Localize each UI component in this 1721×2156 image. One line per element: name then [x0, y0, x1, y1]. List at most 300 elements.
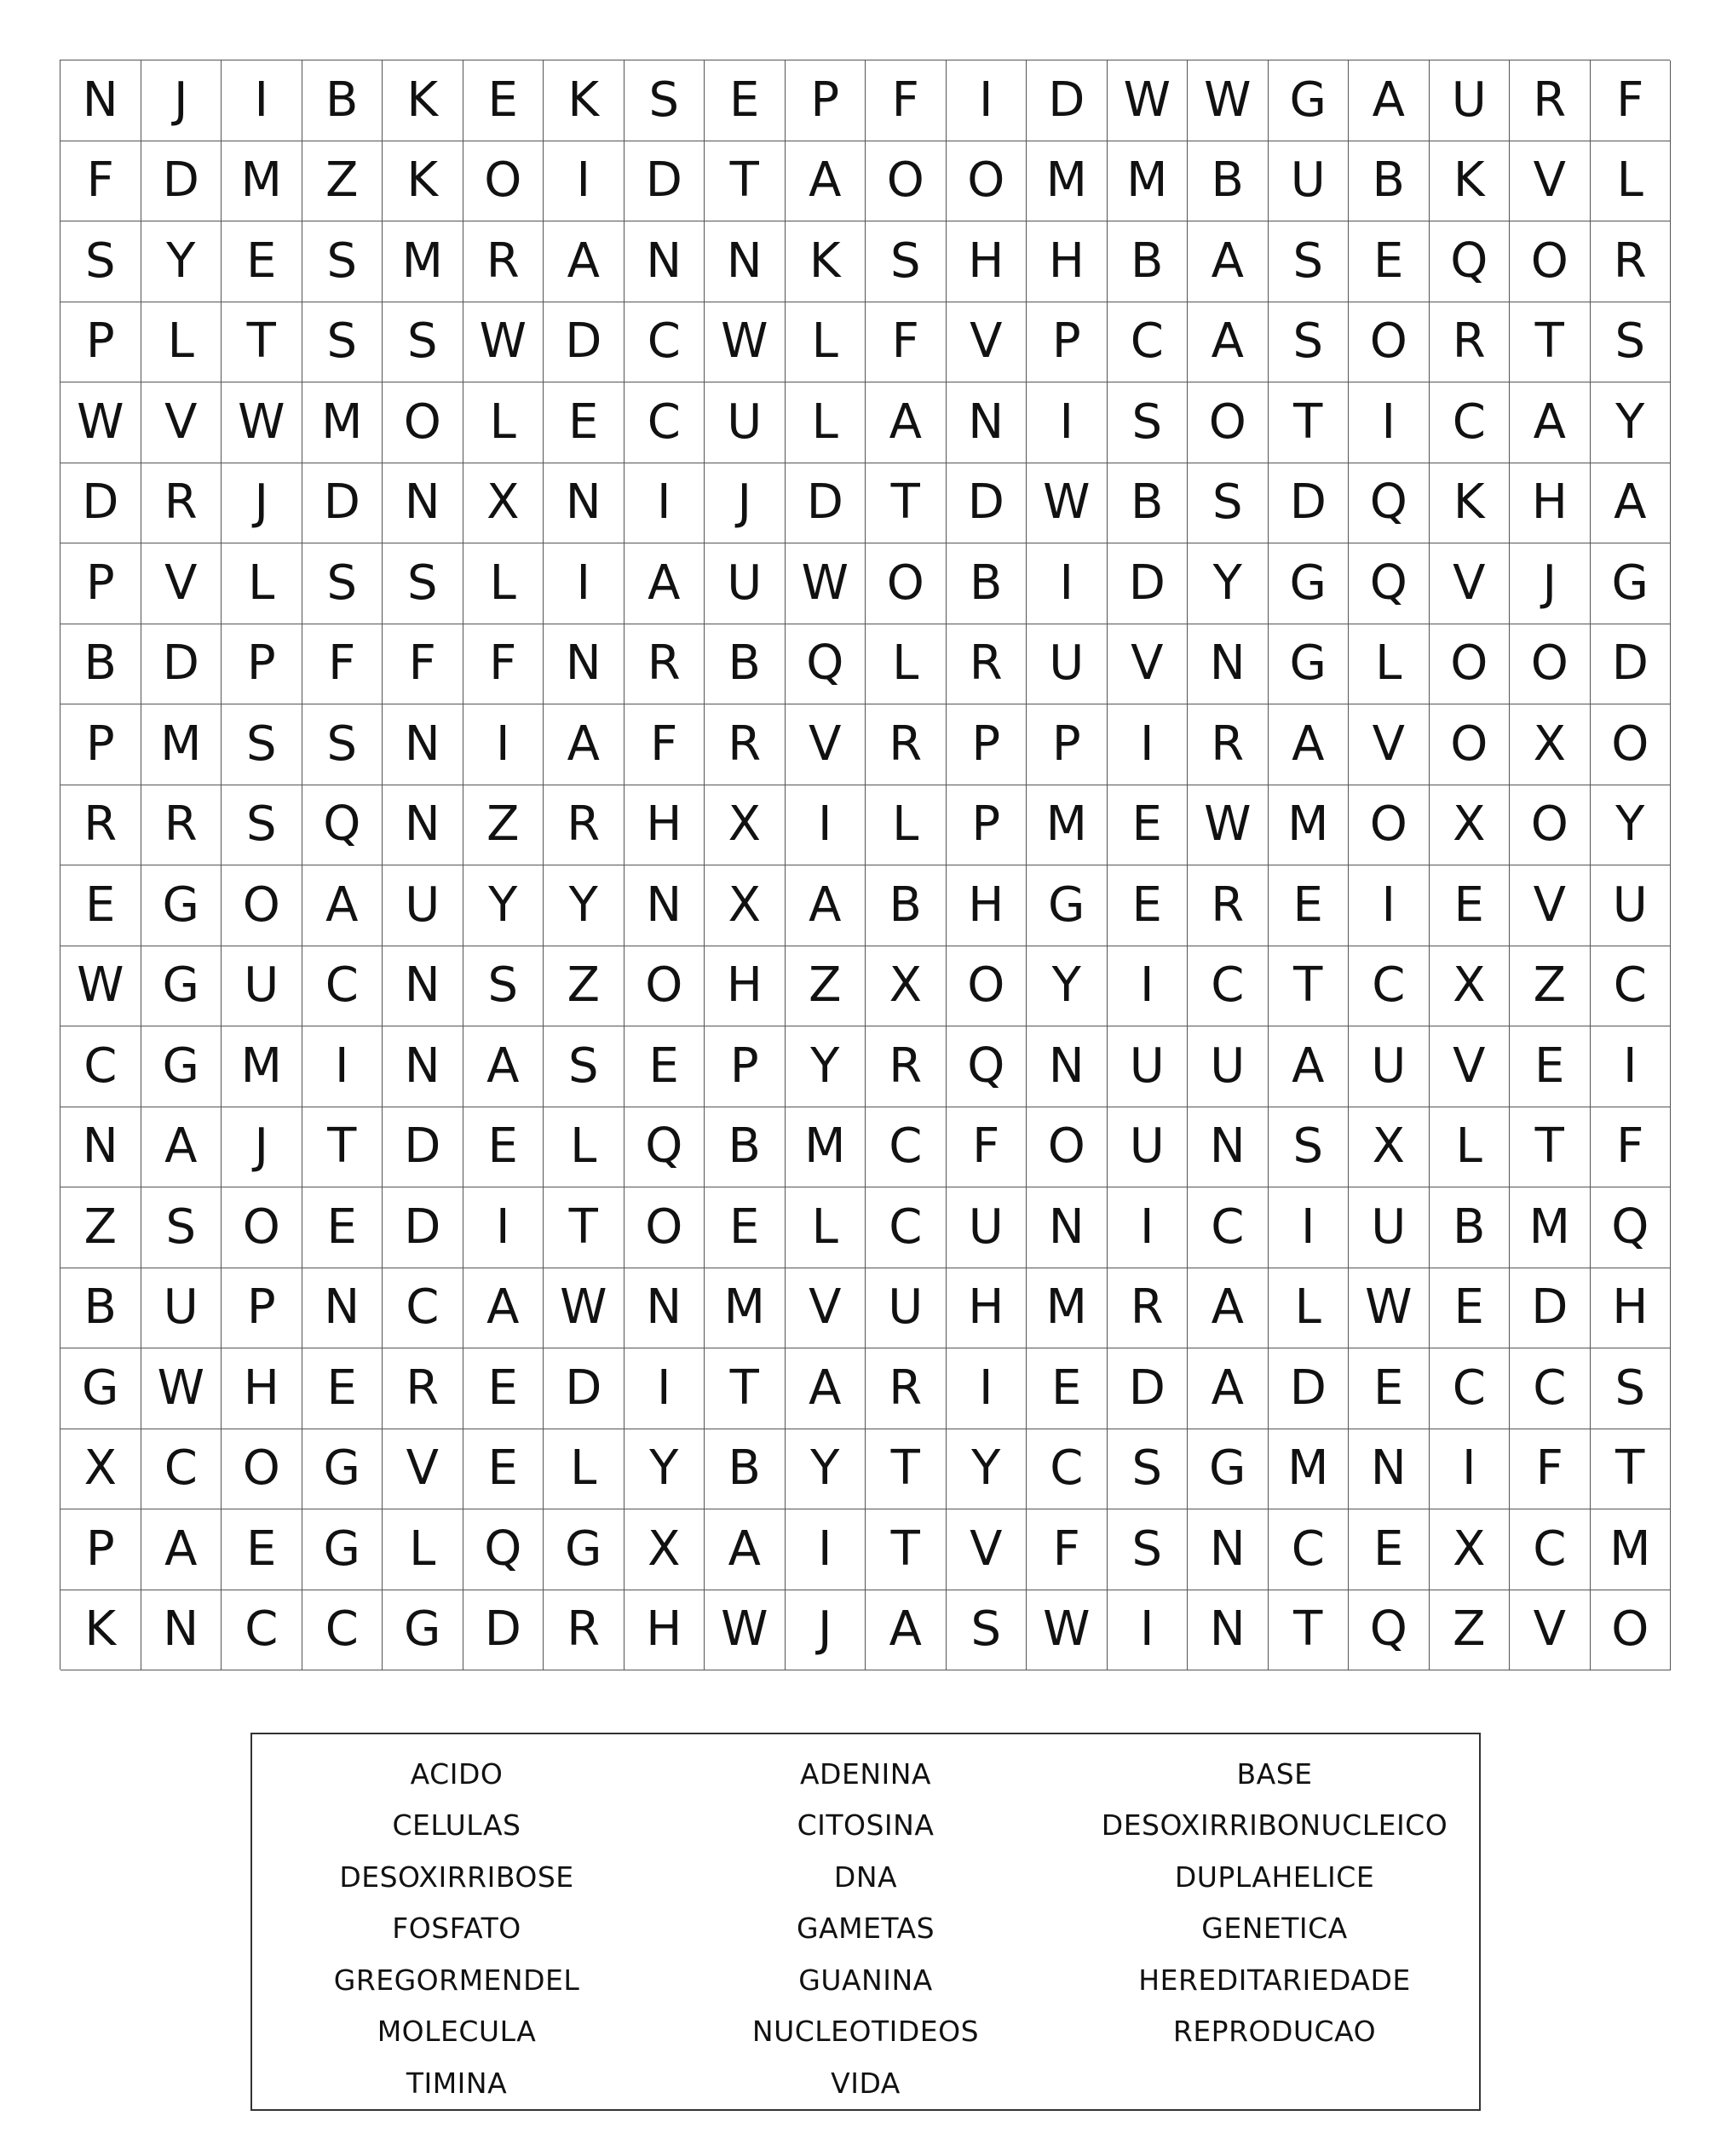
grid-cell[interactable]: D [141, 624, 222, 705]
grid-cell[interactable]: R [60, 785, 141, 866]
grid-cell[interactable]: P [222, 1268, 302, 1349]
grid-cell[interactable]: H [1027, 221, 1108, 302]
grid-cell[interactable]: A [141, 1509, 222, 1590]
grid-cell[interactable]: S [302, 302, 383, 383]
grid-cell[interactable]: B [1430, 1187, 1511, 1268]
grid-cell[interactable]: S [1269, 302, 1350, 383]
grid-cell[interactable]: Z [786, 946, 866, 1027]
grid-cell[interactable]: H [1591, 1268, 1672, 1349]
grid-cell[interactable]: X [1430, 946, 1511, 1027]
grid-cell[interactable]: D [383, 1187, 463, 1268]
grid-cell[interactable]: K [786, 221, 866, 302]
grid-cell[interactable]: O [625, 946, 705, 1027]
grid-cell[interactable]: W [786, 543, 866, 624]
grid-cell[interactable]: F [947, 1107, 1027, 1188]
grid-cell[interactable]: P [60, 704, 141, 785]
grid-cell[interactable]: A [544, 221, 625, 302]
grid-cell[interactable]: A [786, 865, 866, 946]
grid-cell[interactable]: O [1591, 704, 1672, 785]
grid-cell[interactable]: Q [1591, 1187, 1672, 1268]
grid-cell[interactable]: D [383, 1107, 463, 1188]
grid-cell[interactable]: K [60, 1590, 141, 1671]
grid-cell[interactable]: D [947, 463, 1027, 544]
grid-cell[interactable]: T [222, 302, 302, 383]
grid-cell[interactable]: N [544, 624, 625, 705]
grid-cell[interactable]: J [222, 463, 302, 544]
grid-cell[interactable]: C [1269, 1509, 1350, 1590]
grid-cell[interactable]: P [786, 60, 866, 141]
grid-cell[interactable]: X [1430, 1509, 1511, 1590]
grid-cell[interactable]: B [1188, 141, 1269, 222]
grid-cell[interactable]: N [383, 704, 463, 785]
grid-cell[interactable]: A [1349, 60, 1430, 141]
grid-cell[interactable]: L [463, 543, 544, 624]
grid-cell[interactable]: S [302, 704, 383, 785]
grid-cell[interactable]: I [1269, 1187, 1350, 1268]
grid-cell[interactable]: C [866, 1107, 947, 1188]
grid-cell[interactable]: M [222, 141, 302, 222]
grid-cell[interactable]: Y [786, 1429, 866, 1510]
grid-cell[interactable]: I [544, 543, 625, 624]
grid-cell[interactable]: B [302, 60, 383, 141]
grid-cell[interactable]: O [1027, 1107, 1108, 1188]
grid-cell[interactable]: U [1591, 865, 1672, 946]
grid-cell[interactable]: L [866, 785, 947, 866]
grid-cell[interactable]: H [947, 1268, 1027, 1349]
grid-cell[interactable]: E [463, 1348, 544, 1429]
grid-cell[interactable]: U [222, 946, 302, 1027]
grid-cell[interactable]: R [544, 785, 625, 866]
grid-cell[interactable]: S [1591, 1348, 1672, 1429]
grid-cell[interactable]: G [141, 946, 222, 1027]
grid-cell[interactable]: F [1027, 1509, 1108, 1590]
grid-cell[interactable]: E [1349, 221, 1430, 302]
grid-cell[interactable]: P [947, 785, 1027, 866]
grid-cell[interactable]: I [947, 60, 1027, 141]
grid-cell[interactable]: A [1269, 704, 1350, 785]
grid-cell[interactable]: Q [1349, 463, 1430, 544]
grid-cell[interactable]: Q [1349, 1590, 1430, 1671]
grid-cell[interactable]: O [1510, 624, 1591, 705]
grid-cell[interactable]: C [222, 1590, 302, 1671]
grid-cell[interactable]: V [1349, 704, 1430, 785]
grid-cell[interactable]: I [302, 1026, 383, 1107]
grid-cell[interactable]: C [302, 1590, 383, 1671]
grid-cell[interactable]: H [625, 785, 705, 866]
grid-cell[interactable]: D [1108, 543, 1189, 624]
grid-cell[interactable]: I [1591, 1026, 1672, 1107]
grid-cell[interactable]: M [786, 1107, 866, 1188]
grid-cell[interactable]: V [1108, 624, 1189, 705]
grid-cell[interactable]: G [1027, 865, 1108, 946]
grid-cell[interactable]: A [1188, 1268, 1269, 1349]
grid-cell[interactable]: T [544, 1187, 625, 1268]
grid-cell[interactable]: T [705, 1348, 786, 1429]
grid-cell[interactable]: E [1349, 1509, 1430, 1590]
grid-cell[interactable]: M [1591, 1509, 1672, 1590]
grid-cell[interactable]: J [141, 60, 222, 141]
grid-cell[interactable]: F [302, 624, 383, 705]
grid-cell[interactable]: W [1108, 60, 1189, 141]
grid-cell[interactable]: B [705, 1107, 786, 1188]
grid-cell[interactable]: D [786, 463, 866, 544]
grid-cell[interactable]: U [1108, 1026, 1189, 1107]
grid-cell[interactable]: C [625, 302, 705, 383]
grid-cell[interactable]: A [141, 1107, 222, 1188]
grid-cell[interactable]: R [1591, 221, 1672, 302]
grid-cell[interactable]: C [383, 1268, 463, 1349]
grid-cell[interactable]: D [141, 141, 222, 222]
grid-cell[interactable]: D [1269, 1348, 1350, 1429]
grid-cell[interactable]: Q [947, 1026, 1027, 1107]
grid-cell[interactable]: F [625, 704, 705, 785]
grid-cell[interactable]: E [302, 1348, 383, 1429]
grid-cell[interactable]: F [1591, 60, 1672, 141]
grid-cell[interactable]: I [786, 785, 866, 866]
grid-cell[interactable]: E [1269, 865, 1350, 946]
grid-cell[interactable]: L [141, 302, 222, 383]
grid-cell[interactable]: X [1430, 785, 1511, 866]
grid-cell[interactable]: C [1188, 946, 1269, 1027]
grid-cell[interactable]: N [625, 1268, 705, 1349]
grid-cell[interactable]: W [141, 1348, 222, 1429]
grid-cell[interactable]: L [786, 382, 866, 463]
grid-cell[interactable]: B [60, 624, 141, 705]
grid-cell[interactable]: K [1430, 463, 1511, 544]
grid-cell[interactable]: L [383, 1509, 463, 1590]
grid-cell[interactable]: N [60, 1107, 141, 1188]
grid-cell[interactable]: C [1430, 382, 1511, 463]
grid-cell[interactable]: I [1027, 382, 1108, 463]
grid-cell[interactable]: A [705, 1509, 786, 1590]
grid-cell[interactable]: N [383, 463, 463, 544]
grid-cell[interactable]: L [786, 302, 866, 383]
grid-cell[interactable]: I [1108, 704, 1189, 785]
grid-cell[interactable]: W [60, 946, 141, 1027]
grid-cell[interactable]: C [1108, 302, 1189, 383]
grid-cell[interactable]: P [1027, 302, 1108, 383]
grid-cell[interactable]: S [463, 946, 544, 1027]
grid-cell[interactable]: O [625, 1187, 705, 1268]
grid-cell[interactable]: J [1510, 543, 1591, 624]
grid-cell[interactable]: C [1188, 1187, 1269, 1268]
grid-cell[interactable]: N [1027, 1026, 1108, 1107]
grid-cell[interactable]: T [1510, 302, 1591, 383]
grid-cell[interactable]: V [1430, 543, 1511, 624]
grid-cell[interactable]: Y [141, 221, 222, 302]
grid-cell[interactable]: Q [302, 785, 383, 866]
grid-cell[interactable]: E [222, 1509, 302, 1590]
grid-cell[interactable]: U [705, 543, 786, 624]
grid-cell[interactable]: V [1510, 141, 1591, 222]
grid-cell[interactable]: Z [1510, 946, 1591, 1027]
grid-cell[interactable]: A [544, 704, 625, 785]
grid-cell[interactable]: E [60, 865, 141, 946]
grid-cell[interactable]: U [1108, 1107, 1189, 1188]
grid-cell[interactable]: G [1269, 60, 1350, 141]
grid-cell[interactable]: M [141, 704, 222, 785]
grid-cell[interactable]: L [786, 1187, 866, 1268]
grid-cell[interactable]: X [866, 946, 947, 1027]
grid-cell[interactable]: E [1349, 1348, 1430, 1429]
grid-cell[interactable]: F [463, 624, 544, 705]
grid-cell[interactable]: X [705, 785, 786, 866]
grid-cell[interactable]: E [1510, 1026, 1591, 1107]
grid-cell[interactable]: A [1188, 1348, 1269, 1429]
grid-cell[interactable]: B [705, 1429, 786, 1510]
grid-cell[interactable]: R [1188, 704, 1269, 785]
grid-cell[interactable]: H [625, 1590, 705, 1671]
grid-cell[interactable]: A [866, 382, 947, 463]
grid-cell[interactable]: Q [625, 1107, 705, 1188]
grid-cell[interactable]: Z [60, 1187, 141, 1268]
grid-cell[interactable]: D [463, 1590, 544, 1671]
grid-cell[interactable]: E [302, 1187, 383, 1268]
grid-cell[interactable]: C [1430, 1348, 1511, 1429]
grid-cell[interactable]: U [383, 865, 463, 946]
grid-cell[interactable]: O [1430, 624, 1511, 705]
grid-cell[interactable]: Q [463, 1509, 544, 1590]
grid-cell[interactable]: E [1430, 1268, 1511, 1349]
grid-cell[interactable]: T [1591, 1429, 1672, 1510]
grid-cell[interactable]: G [302, 1429, 383, 1510]
grid-cell[interactable]: W [705, 1590, 786, 1671]
grid-cell[interactable]: Y [1027, 946, 1108, 1027]
grid-cell[interactable]: S [383, 543, 463, 624]
grid-cell[interactable]: H [1510, 463, 1591, 544]
grid-cell[interactable]: D [544, 302, 625, 383]
grid-cell[interactable]: I [625, 1348, 705, 1429]
grid-cell[interactable]: U [1349, 1026, 1430, 1107]
grid-cell[interactable]: R [1188, 865, 1269, 946]
grid-cell[interactable]: M [222, 1026, 302, 1107]
grid-cell[interactable]: A [1188, 221, 1269, 302]
grid-cell[interactable]: U [1430, 60, 1511, 141]
grid-cell[interactable]: S [866, 221, 947, 302]
grid-cell[interactable]: O [222, 1429, 302, 1510]
grid-cell[interactable]: S [60, 221, 141, 302]
grid-cell[interactable]: W [705, 302, 786, 383]
grid-cell[interactable]: G [141, 865, 222, 946]
grid-cell[interactable]: X [625, 1509, 705, 1590]
grid-cell[interactable]: S [1188, 463, 1269, 544]
grid-cell[interactable]: M [302, 382, 383, 463]
grid-cell[interactable]: N [1027, 1187, 1108, 1268]
grid-cell[interactable]: A [463, 1268, 544, 1349]
grid-cell[interactable]: E [463, 1429, 544, 1510]
grid-cell[interactable]: G [383, 1590, 463, 1671]
grid-cell[interactable]: I [463, 1187, 544, 1268]
grid-cell[interactable]: W [1349, 1268, 1430, 1349]
grid-cell[interactable]: T [866, 1429, 947, 1510]
grid-cell[interactable]: M [1027, 785, 1108, 866]
grid-cell[interactable]: C [1591, 946, 1672, 1027]
grid-cell[interactable]: N [383, 946, 463, 1027]
grid-cell[interactable]: E [544, 382, 625, 463]
grid-cell[interactable]: R [383, 1348, 463, 1429]
grid-cell[interactable]: I [222, 60, 302, 141]
grid-cell[interactable]: I [1430, 1429, 1511, 1510]
grid-cell[interactable]: M [383, 221, 463, 302]
grid-cell[interactable]: A [1591, 463, 1672, 544]
grid-cell[interactable]: N [947, 382, 1027, 463]
grid-cell[interactable]: C [1510, 1348, 1591, 1429]
grid-cell[interactable]: V [786, 1268, 866, 1349]
grid-cell[interactable]: S [1108, 382, 1189, 463]
grid-cell[interactable]: A [302, 865, 383, 946]
grid-cell[interactable]: C [60, 1026, 141, 1107]
grid-cell[interactable]: S [1269, 1107, 1350, 1188]
grid-cell[interactable]: A [1269, 1026, 1350, 1107]
grid-cell[interactable]: S [141, 1187, 222, 1268]
grid-cell[interactable]: N [141, 1590, 222, 1671]
grid-cell[interactable]: P [947, 704, 1027, 785]
grid-cell[interactable]: W [1188, 60, 1269, 141]
grid-cell[interactable]: F [60, 141, 141, 222]
grid-cell[interactable]: Z [463, 785, 544, 866]
grid-cell[interactable]: A [786, 1348, 866, 1429]
grid-cell[interactable]: C [1349, 946, 1430, 1027]
grid-cell[interactable]: T [1269, 382, 1350, 463]
grid-cell[interactable]: Q [1430, 221, 1511, 302]
grid-cell[interactable]: G [1269, 624, 1350, 705]
grid-cell[interactable]: Q [1349, 543, 1430, 624]
grid-cell[interactable]: V [786, 704, 866, 785]
grid-cell[interactable]: F [383, 624, 463, 705]
grid-cell[interactable]: V [141, 543, 222, 624]
grid-cell[interactable]: U [1349, 1187, 1430, 1268]
grid-cell[interactable]: Z [544, 946, 625, 1027]
grid-cell[interactable]: P [222, 624, 302, 705]
grid-cell[interactable]: S [1108, 1429, 1189, 1510]
grid-cell[interactable]: N [383, 1026, 463, 1107]
grid-cell[interactable]: S [302, 543, 383, 624]
grid-cell[interactable]: N [1188, 1509, 1269, 1590]
grid-cell[interactable]: N [625, 221, 705, 302]
grid-cell[interactable]: K [383, 60, 463, 141]
grid-cell[interactable]: E [1108, 865, 1189, 946]
grid-cell[interactable]: N [1188, 1590, 1269, 1671]
grid-cell[interactable]: D [302, 463, 383, 544]
grid-cell[interactable]: G [141, 1026, 222, 1107]
grid-cell[interactable]: B [60, 1268, 141, 1349]
grid-cell[interactable]: D [1027, 60, 1108, 141]
grid-cell[interactable]: O [866, 141, 947, 222]
grid-cell[interactable]: Y [1188, 543, 1269, 624]
grid-cell[interactable]: N [544, 463, 625, 544]
grid-cell[interactable]: O [947, 946, 1027, 1027]
grid-cell[interactable]: O [383, 382, 463, 463]
grid-cell[interactable]: I [1108, 1187, 1189, 1268]
grid-cell[interactable]: A [1188, 302, 1269, 383]
grid-cell[interactable]: S [1591, 302, 1672, 383]
grid-cell[interactable]: C [1510, 1509, 1591, 1590]
grid-cell[interactable]: N [302, 1268, 383, 1349]
grid-cell[interactable]: I [544, 141, 625, 222]
grid-cell[interactable]: S [383, 302, 463, 383]
grid-cell[interactable]: O [222, 1187, 302, 1268]
grid-cell[interactable]: Z [302, 141, 383, 222]
grid-cell[interactable]: Y [625, 1429, 705, 1510]
grid-cell[interactable]: R [866, 1348, 947, 1429]
grid-cell[interactable]: Y [947, 1429, 1027, 1510]
grid-cell[interactable]: P [60, 1509, 141, 1590]
grid-cell[interactable]: L [866, 624, 947, 705]
grid-cell[interactable]: Y [786, 1026, 866, 1107]
grid-cell[interactable]: G [1591, 543, 1672, 624]
grid-cell[interactable]: P [60, 543, 141, 624]
grid-cell[interactable]: E [1027, 1348, 1108, 1429]
grid-cell[interactable]: V [1510, 865, 1591, 946]
grid-cell[interactable]: G [1188, 1429, 1269, 1510]
grid-cell[interactable]: D [1269, 463, 1350, 544]
grid-cell[interactable]: N [1188, 1107, 1269, 1188]
grid-cell[interactable]: W [463, 302, 544, 383]
grid-cell[interactable]: S [1269, 221, 1350, 302]
grid-cell[interactable]: G [544, 1509, 625, 1590]
grid-cell[interactable]: Q [786, 624, 866, 705]
grid-cell[interactable]: D [1591, 624, 1672, 705]
grid-cell[interactable]: D [544, 1348, 625, 1429]
grid-cell[interactable]: R [463, 221, 544, 302]
grid-cell[interactable]: M [1027, 1268, 1108, 1349]
grid-cell[interactable]: C [625, 382, 705, 463]
grid-cell[interactable]: B [705, 624, 786, 705]
grid-cell[interactable]: P [1027, 704, 1108, 785]
grid-cell[interactable]: I [625, 463, 705, 544]
grid-cell[interactable]: X [705, 865, 786, 946]
grid-cell[interactable]: H [947, 865, 1027, 946]
grid-cell[interactable]: N [1188, 624, 1269, 705]
grid-cell[interactable]: W [544, 1268, 625, 1349]
grid-cell[interactable]: E [463, 1107, 544, 1188]
grid-cell[interactable]: U [705, 382, 786, 463]
grid-cell[interactable]: O [1349, 785, 1430, 866]
grid-cell[interactable]: I [1027, 543, 1108, 624]
grid-cell[interactable]: A [1510, 382, 1591, 463]
grid-cell[interactable]: R [705, 704, 786, 785]
grid-cell[interactable]: B [866, 865, 947, 946]
grid-cell[interactable]: S [1108, 1509, 1189, 1590]
grid-cell[interactable]: L [1349, 624, 1430, 705]
grid-cell[interactable]: D [1510, 1268, 1591, 1349]
grid-cell[interactable]: B [947, 543, 1027, 624]
grid-cell[interactable]: O [1430, 704, 1511, 785]
grid-cell[interactable]: X [1349, 1107, 1430, 1188]
grid-cell[interactable]: C [866, 1187, 947, 1268]
grid-cell[interactable]: T [1510, 1107, 1591, 1188]
grid-cell[interactable]: P [705, 1026, 786, 1107]
grid-cell[interactable]: F [1591, 1107, 1672, 1188]
grid-cell[interactable]: M [705, 1268, 786, 1349]
grid-cell[interactable]: M [1269, 785, 1350, 866]
grid-cell[interactable]: N [383, 785, 463, 866]
grid-cell[interactable]: E [1108, 785, 1189, 866]
grid-cell[interactable]: N [1349, 1429, 1430, 1510]
grid-cell[interactable]: I [786, 1509, 866, 1590]
grid-cell[interactable]: Y [463, 865, 544, 946]
grid-cell[interactable]: T [866, 1509, 947, 1590]
grid-cell[interactable]: O [866, 543, 947, 624]
grid-cell[interactable]: L [1269, 1268, 1350, 1349]
grid-cell[interactable]: A [463, 1026, 544, 1107]
grid-cell[interactable]: Y [1591, 785, 1672, 866]
grid-cell[interactable]: Y [544, 865, 625, 946]
grid-cell[interactable]: M [1510, 1187, 1591, 1268]
grid-cell[interactable]: A [786, 141, 866, 222]
grid-cell[interactable]: B [1108, 221, 1189, 302]
grid-cell[interactable]: L [222, 543, 302, 624]
